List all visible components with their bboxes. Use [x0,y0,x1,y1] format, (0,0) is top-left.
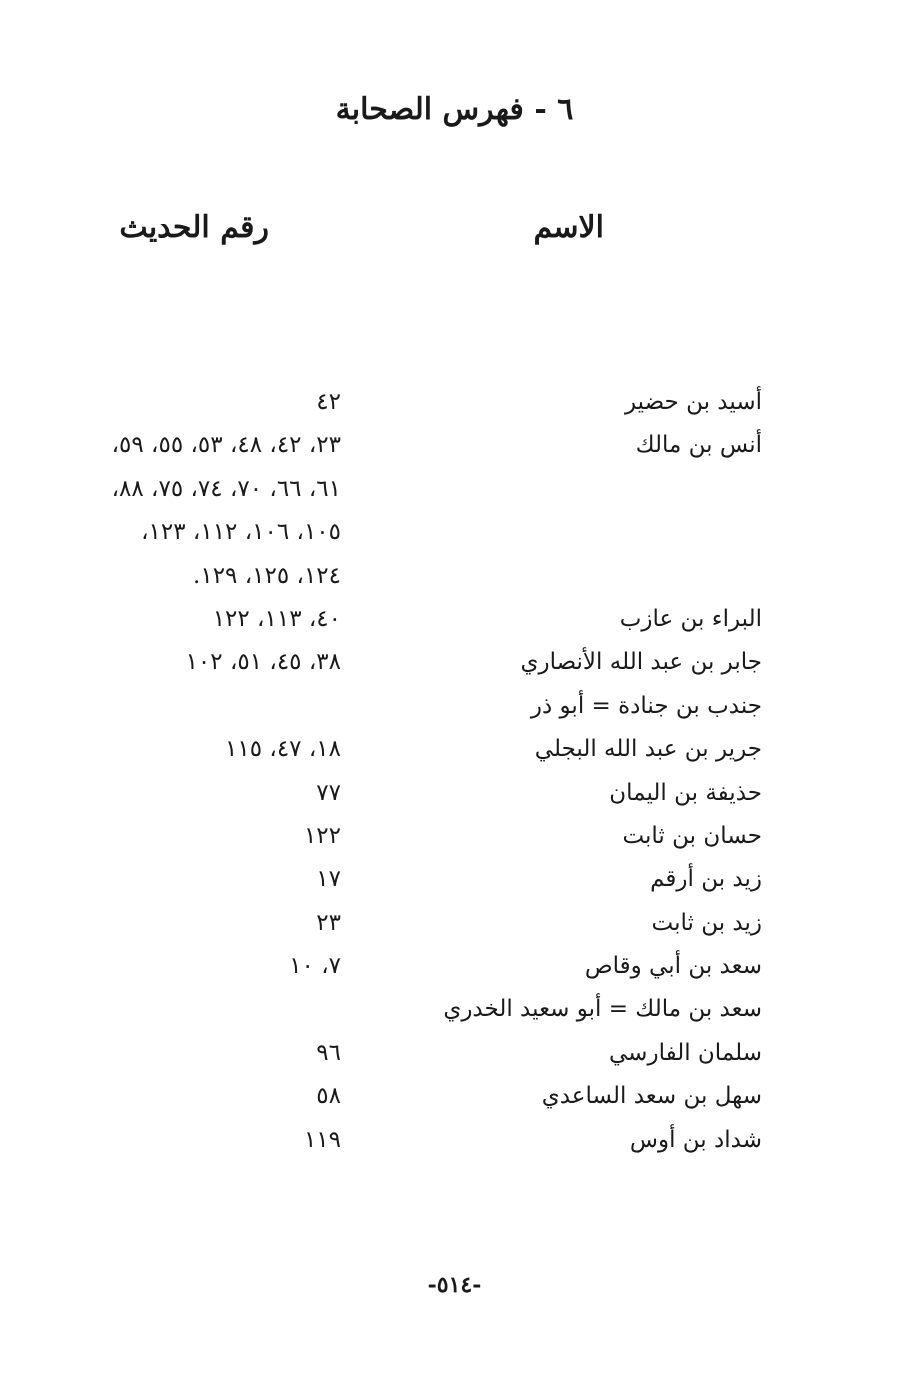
hadith-numbers: ٥٨ [316,1083,341,1110]
hadith-numbers: ٤٢ [316,389,341,415]
index-entry [0,906,909,949]
index-entry [0,689,909,732]
hadith-numbers: ٦١، ٦٦، ٧٠، ٧٤، ٧٥، ٨٨، [111,475,341,502]
hadith-numbers: ٧، ١٠ [289,953,341,980]
index-entry [0,428,909,471]
companion-name: حذيفة بن اليمان [609,779,762,806]
hadith-numbers: ٩٦ [316,1039,341,1066]
companion-name: سعد بن أبي وقاص [584,953,762,980]
companion-name: أنس بن مالك [635,432,762,459]
index-entry [0,472,909,515]
companion-name: سهل بن سعد الساعدي [541,1083,762,1110]
hadith-numbers: ٧٧ [316,779,341,806]
hadith-numbers: ١٢٤، ١٢٥، ١٢٩. [193,562,341,589]
hadith-numbers: ١٠٥، ١٠٦، ١١٢، ١٢٣، [141,519,341,546]
companion-name: سعد بن مالك = أبو سعيد الخدري [443,996,762,1023]
index-entry [0,385,909,428]
companion-name: أسيد بن حضير [624,389,762,415]
index-entry [0,645,909,688]
companion-name: سلمان الفارسي [609,1039,762,1066]
hadith-numbers: ٣٨، ٤٥، ٥١، ١٠٢ [185,649,341,676]
hadith-numbers: ١٢٢ [303,822,341,849]
companion-name: زيد بن ثابت [651,909,762,936]
companion-name: جندب بن جنادة = أبو ذر [530,692,762,719]
index-entry [0,1036,909,1079]
index-entry [0,1079,909,1122]
page-title: ٦ - فهرس الصحابة [335,92,574,127]
companion-name: زيد بن أرقم [650,866,762,893]
hadith-numbers: ٢٣، ٤٢، ٤٨، ٥٣، ٥٥، ٥٩، [111,432,341,459]
name-column-header: الاسم [533,210,604,245]
index-entry [0,559,909,602]
companion-name: البراء بن عازب [619,605,762,632]
page-number: -٥١٤- [427,1272,482,1298]
index-entry [0,992,909,1035]
companion-name: حسان بن ثابت [622,822,762,849]
index-entry [0,776,909,819]
companion-name: جرير بن عبد الله البجلي [534,736,762,763]
companions-index-list [0,385,909,1166]
companion-name: شداد بن أوس [629,1126,762,1153]
index-entry [0,862,909,905]
index-entry [0,732,909,775]
index-entry [0,819,909,862]
hadith-numbers: ١١٩ [303,1126,341,1153]
index-entry [0,949,909,992]
hadith-numbers: ٤٠، ١١٣، ١٢٢ [212,605,341,632]
hadith-numbers: ١٨، ٤٧، ١١٥ [225,736,341,763]
index-entry [0,515,909,558]
hadith-number-column-header: رقم الحديث [119,210,269,245]
hadith-numbers: ١٧ [316,866,341,893]
hadith-numbers: ٢٣ [316,909,341,936]
companion-name: جابر بن عبد الله الأنصاري [520,649,762,676]
index-entry [0,1123,909,1166]
index-entry [0,602,909,645]
